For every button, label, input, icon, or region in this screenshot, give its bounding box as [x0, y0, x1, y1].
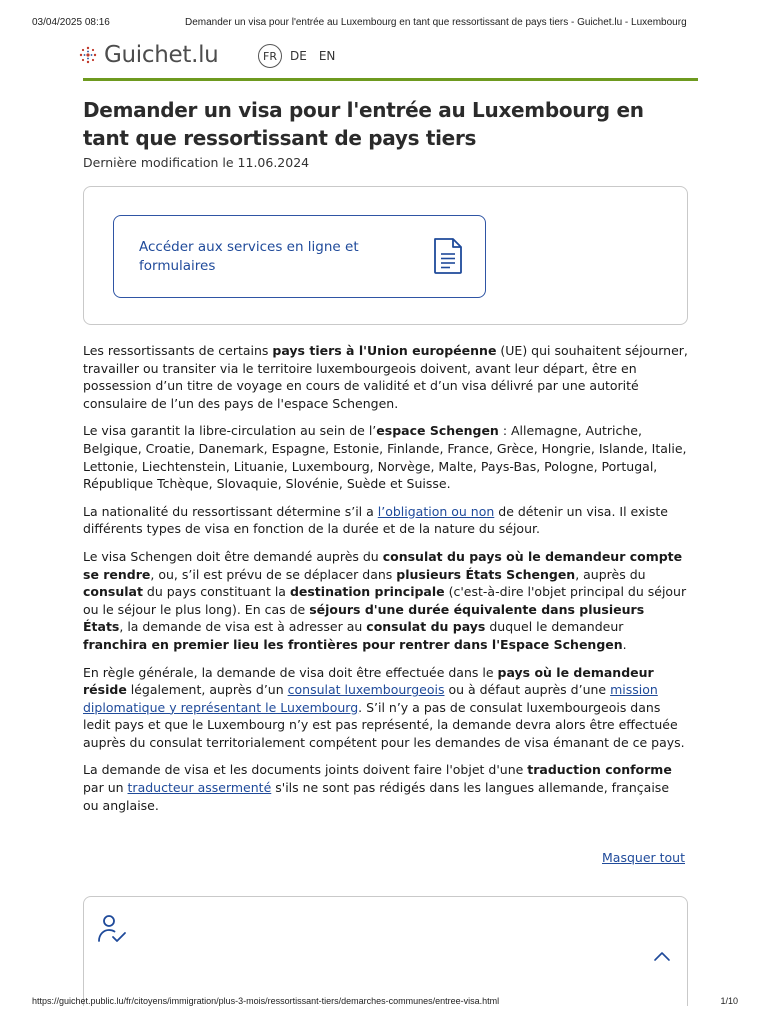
text-run: .	[622, 636, 627, 652]
paragraph	[83, 664, 688, 752]
text-run: par un	[83, 780, 128, 796]
text-run: Les ressortissants de certains	[83, 343, 273, 358]
main-content	[83, 342, 688, 824]
inline-link[interactable]: l’obligation ou non	[377, 503, 495, 519]
text-run: Le visa garantit la libre-circulation au sein de l’	[83, 423, 377, 439]
text-run: La nationalité du ressortissant détermine s’il a	[83, 503, 378, 519]
print-footer	[32, 996, 738, 1010]
text-run: ou à défaut auprès d’une	[444, 682, 611, 698]
site-header	[78, 40, 698, 80]
last-modified: Dernière modification le 11.06.2024	[83, 155, 310, 170]
online-services-label: Accéder aux services en ligne et formulaires	[139, 239, 359, 274]
print-header	[32, 17, 702, 31]
online-services-panel	[83, 186, 688, 325]
inline-link[interactable]: traducteur assermenté	[127, 780, 272, 796]
bold-text: pays où le demandeur réside	[83, 664, 654, 698]
bold-text: plusieurs États Schengen	[396, 566, 576, 582]
bold-text: consulat du pays	[366, 619, 486, 635]
print-page-count: 1/10	[720, 996, 738, 1006]
lang-de[interactable]: DE	[290, 49, 307, 63]
logo-icon	[78, 45, 98, 65]
text-run: , auprès du	[575, 566, 646, 582]
language-switcher	[258, 44, 347, 68]
text-run: : Allemagne, Autriche, Belgique, Croatie, Danemark, Espagne, Estonie, Finlande, France, Grèce, Hongrie, Islande, Italie, Lettonie, Liechtenstein, Lituanie, Luxembourg, Norvège, Malte, Pays-Bas, Pologne, Portugal, République Tchèque, Slovaquie, Slovénie, Suède et Suisse.	[83, 423, 687, 492]
paragraph	[83, 503, 688, 538]
text-run: En règle générale, la demande de visa doit être effectuée dans le	[83, 664, 498, 680]
bold-text: consulat	[83, 584, 143, 600]
logo-text: Guichet.lu	[104, 42, 219, 68]
document-icon	[432, 237, 464, 275]
text-run: Le visa Schengen doit être demandé auprès du	[83, 548, 383, 564]
bold-text: franchira en premier lieu les frontières pour rentrer dans l'Espace Schengen	[83, 636, 623, 652]
inline-link[interactable]: consulat luxembourgeois	[287, 682, 445, 698]
person-check-icon	[96, 913, 128, 945]
text-run: du pays constituant la	[142, 584, 290, 600]
header-divider	[83, 78, 698, 81]
text-run: légalement, auprès d’un	[126, 682, 288, 698]
text-run: (UE) qui souhaitent séjourner, travailler ou transiter via le territoire luxembourgeois doivent, avant leur départ, être en possession d’un titre de voyage en cours de validité et d’un visa délivré par une autorité consulaire de l’un des pays de l'espace Schengen.	[83, 343, 688, 411]
text-run: . S’il n’y a pas de consulat luxembourgeois dans ledit pays et que le Luxembourg n’y est pas représenté, la demande devra alors être effectuée auprès du consulat territorialement compétent pour les demandes de visa émanant de ce pays.	[83, 699, 685, 750]
bold-text: consulat du pays où le demandeur compte se rendre	[83, 548, 683, 582]
print-page-title: Demander un visa pour l'entrée au Luxembourg en tant que ressortissant de pays tiers - Guichet.lu - Luxembourg	[185, 17, 687, 28]
print-url: https://guichet.public.lu/fr/citoyens/immigration/plus-3-mois/ressortissant-tiers/demarches-communes/entree-visa.html	[32, 996, 500, 1006]
bold-text: destination principale	[289, 584, 445, 600]
text-run: duquel le demandeur	[485, 619, 624, 635]
online-services-button[interactable]	[113, 215, 486, 298]
text-run: de détenir un visa. Il existe différents types de visa en fonction de la durée et de la nature du séjour.	[83, 503, 668, 537]
text-run: s'ils ne sont pas rédigés dans les langues allemande, française ou anglaise.	[83, 780, 670, 813]
chevron-up-icon[interactable]	[652, 949, 672, 963]
text-run: , ou, s’il est prévu de se déplacer dans	[150, 566, 397, 582]
text-run: (c'est-à-dire l'objet principal du séjour ou le séjour le plus long). En cas de	[83, 584, 687, 617]
text-run: , la demande de visa est à adresser au	[119, 619, 367, 635]
paragraph	[83, 761, 688, 814]
site-logo[interactable]	[78, 42, 218, 68]
bold-text: traduction conforme	[527, 762, 672, 778]
print-datetime: 03/04/2025 08:16	[32, 17, 110, 28]
paragraph	[83, 422, 688, 492]
paragraph	[83, 342, 688, 412]
collapse-all-link[interactable]: Masquer tout	[602, 850, 685, 865]
lang-fr[interactable]: FR	[258, 44, 282, 68]
lang-en[interactable]: EN	[318, 49, 336, 63]
text-run: La demande de visa et les documents joints doivent faire l'objet d'une	[83, 762, 528, 778]
bold-text: espace Schengen	[376, 423, 499, 439]
paragraph	[83, 548, 688, 654]
accordion-section	[83, 896, 688, 1006]
bold-text: pays tiers à l'Union européenne	[272, 343, 497, 358]
inline-link[interactable]: mission diplomatique y représentant le Luxembourg	[83, 682, 658, 715]
page-title: Demander un visa pour l'entrée au Luxembourg en tant que ressortissant de pays tiers	[83, 98, 644, 150]
bold-text: séjours d'une durée équivalente dans plusieurs États	[83, 601, 645, 635]
